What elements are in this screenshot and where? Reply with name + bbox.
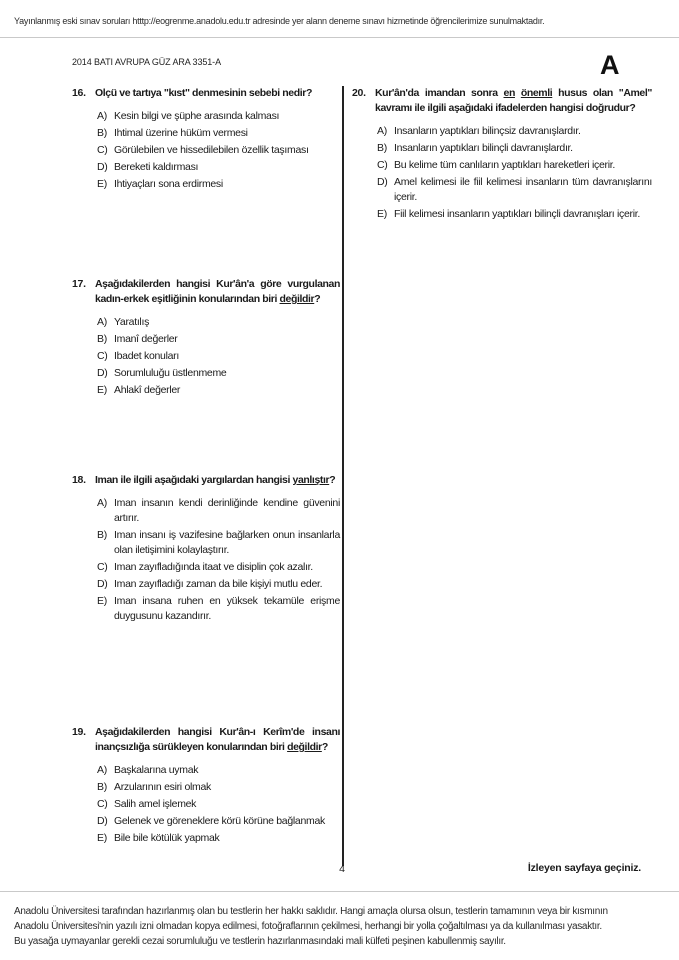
option-text: Gelenek ve göreneklere körü körüne bağlanmak: [114, 815, 325, 827]
option-text: Insanların yaptıkları bilinçli davranışlardır.: [394, 142, 573, 154]
copyright-footer: [14, 904, 672, 949]
question-number: 17.: [72, 278, 86, 290]
option-text: Bile bile kötülük yapmak: [114, 832, 220, 844]
option-text: Kesin bilgi ve şüphe arasında kalması: [114, 110, 280, 122]
option-row: [97, 177, 340, 192]
options-list: [97, 315, 340, 398]
copyright-line: Bu yasağa uymayanlar gerekli cezai sorumluluğu ve testlerin hazırlanmasındaki mali külfeti peşinen kabullenmiş sayılır.: [14, 936, 506, 947]
option-letter: C): [97, 798, 108, 810]
question-stem: Olçü ve tartıya "kıst" denmesinin sebebi nedir?: [95, 87, 312, 99]
option-letter: A): [97, 316, 107, 328]
option-text: Ihtiyaçları sona erdirmesi: [114, 178, 223, 190]
option-row: [377, 141, 652, 156]
option-letter: D): [97, 815, 108, 827]
options-list: [377, 124, 652, 222]
option-text: Imanî değerler: [114, 333, 178, 345]
option-letter: D): [97, 367, 108, 379]
option-row: [97, 366, 340, 381]
option-letter: B): [377, 142, 387, 154]
option-letter: B): [97, 127, 107, 139]
question-stem: Aşağıdakilerden hangisi Kur'ân'a göre vurgulanan kadın-erkek eşitliğinin konularından biri değildir?: [95, 278, 340, 305]
option-text: Iman insanın kendi derinliğinde kendine güvenini artırır.: [114, 497, 340, 524]
left-column: [72, 0, 340, 960]
option-text: Görülebilen ve hissedilebilen özellik taşıması: [114, 144, 309, 156]
option-letter: D): [97, 578, 108, 590]
right-column: [352, 0, 652, 960]
option-row: [97, 560, 340, 575]
question-number: 19.: [72, 726, 86, 738]
next-page-note: İzleyen sayfaya geçiniz.: [527, 862, 641, 874]
option-row: [97, 160, 340, 175]
option-text: Fiil kelimesi insanların yaptıkları bilinçli davranışları içerir.: [394, 208, 641, 220]
booklet-letter: A: [600, 50, 620, 80]
option-text: Arzularının esiri olmak: [114, 781, 211, 793]
option-letter: B): [97, 781, 107, 793]
option-row: [97, 528, 340, 558]
option-letter: C): [377, 159, 388, 171]
option-letter: C): [97, 350, 108, 362]
option-letter: A): [97, 497, 107, 509]
page-number: 4: [339, 863, 345, 875]
option-letter: A): [377, 125, 387, 137]
option-letter: A): [97, 110, 107, 122]
option-row: [97, 594, 340, 624]
question-20: [352, 86, 652, 224]
option-text: Başkalarına uymak: [114, 764, 199, 776]
option-letter: A): [97, 764, 107, 776]
option-letter: C): [97, 561, 108, 573]
option-row: [97, 814, 340, 829]
column-divider-line: [342, 86, 344, 866]
option-text: Bu kelime tüm canlıların yaptıkları hareketleri içerir.: [394, 159, 616, 171]
option-row: [97, 383, 340, 398]
option-row: [377, 207, 652, 222]
option-letter: E): [97, 178, 107, 190]
option-row: [97, 577, 340, 592]
option-row: [97, 315, 340, 330]
option-row: [97, 332, 340, 347]
question-19: [72, 725, 340, 848]
option-text: Iman insana ruhen en yüksek tekamüle erişme duygusunu kazandırır.: [114, 595, 340, 622]
option-row: [97, 780, 340, 795]
option-text: Insanların yaptıkları bilinçsiz davranışlardır.: [394, 125, 581, 137]
option-row: [97, 496, 340, 526]
option-letter: D): [97, 161, 108, 173]
option-letter: C): [97, 144, 108, 156]
option-text: Bereketi kaldırması: [114, 161, 199, 173]
question-number: 18.: [72, 474, 86, 486]
option-row: [97, 831, 340, 846]
option-letter: E): [97, 384, 107, 396]
option-text: Ahlakî değerler: [114, 384, 181, 396]
option-text: Ihtimal üzerine hüküm vermesi: [114, 127, 248, 139]
options-list: [97, 109, 340, 192]
question-16: [72, 86, 340, 194]
option-text: Iman zayıfladığında itaat ve disiplin çok azalır.: [114, 561, 313, 573]
option-text: Amel kelimesi ile fiil kelimesi insanların tüm davranışlarını içerir.: [394, 176, 652, 203]
footer-divider-line: [0, 891, 679, 892]
option-row: [97, 797, 340, 812]
option-row: [97, 109, 340, 124]
question-number: 16.: [72, 87, 86, 99]
question-stem: Aşağıdakilerden hangisi Kur'ân-ı Kerîm'de insanı inançsızlığa sürükleyen konularından biri değildir?: [95, 726, 340, 753]
option-letter: B): [97, 333, 107, 345]
option-letter: B): [97, 529, 107, 541]
option-row: [377, 175, 652, 205]
question-stem: Kur'ân'da imandan sonra en önemli husus olan "Amel" kavramı ile ilgili aşağıdaki ifadelerden hangisi doğrudur?: [375, 87, 652, 114]
option-text: Iman zayıfladığı zaman da bile kişiyi mutlu eder.: [114, 578, 323, 590]
copyright-line: Anadolu Üniversitesi tarafından hazırlanmış olan bu testlerin her hakkı saklıdır. Hangi amaçla olursa olsun, testlerin tamamının veya bir kısmının: [14, 906, 608, 917]
option-letter: E): [97, 595, 107, 607]
option-row: [97, 763, 340, 778]
option-text: Sorumluluğu üstlenmeme: [114, 367, 227, 379]
option-letter: E): [377, 208, 387, 220]
option-row: [97, 126, 340, 141]
option-text: Iman insanı iş vazifesine bağlarken onun insanlarla olan iletişimini kolaylaştırır.: [114, 529, 340, 556]
option-letter: D): [377, 176, 388, 188]
exam-code-heading: 2014 BATI AVRUPA GÜZ ARA 3351-A: [72, 57, 221, 67]
question-number: 20.: [352, 87, 366, 99]
options-list: [97, 763, 340, 846]
option-text: Ibadet konuları: [114, 350, 179, 362]
option-text: Yaratılış: [114, 316, 150, 328]
option-text: Salih amel işlemek: [114, 798, 197, 810]
question-17: [72, 277, 340, 400]
option-row: [377, 124, 652, 139]
published-exams-notice: Yayınlanmış eski sınav soruları htttp://eogrenme.anadolu.edu.tr adresinde yer alann deneme sınavı hizmetinde öğrencilerimize sunulmaktadır.: [14, 16, 545, 26]
option-row: [97, 143, 340, 158]
question-18: [72, 473, 340, 626]
option-letter: E): [97, 832, 107, 844]
question-stem: Iman ile ilgili aşağıdaki yargılardan hangisi yanlıştır?: [95, 474, 336, 486]
copyright-line: Anadolu Üniversitesi'nin yazılı izni olmadan kopya edilmesi, fotoğraflarının çekilmesi, herhangi bir yolla çoğaltılması ya da kullanılması yasaktır.: [14, 921, 602, 932]
options-list: [97, 496, 340, 624]
option-row: [377, 158, 652, 173]
option-row: [97, 349, 340, 364]
